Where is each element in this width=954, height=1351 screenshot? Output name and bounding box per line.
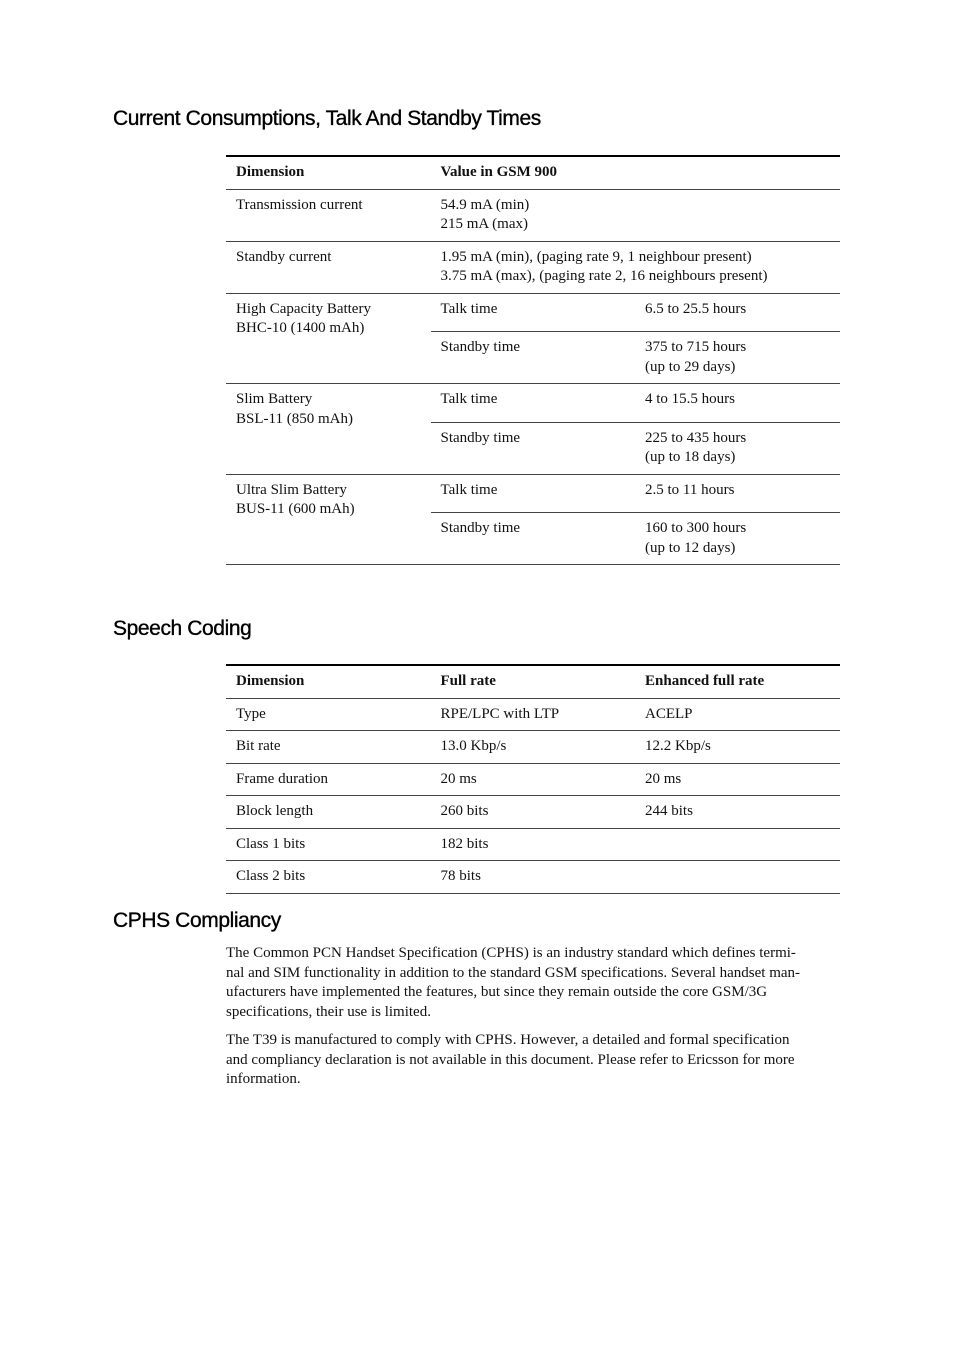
value-line: (up to 18 days) xyxy=(645,449,736,465)
header-full-rate: Full rate xyxy=(431,665,636,698)
talk-time-label: Talk time xyxy=(431,384,636,423)
value-line: 3.75 mA (max), (paging rate 2, 16 neighbours present) xyxy=(440,268,768,284)
value-line: 54.9 mA (min) xyxy=(440,196,530,213)
battery-name xyxy=(226,384,431,475)
battery-name-line: BSL-11 (850 mAh) xyxy=(236,410,353,427)
table-row xyxy=(226,796,840,829)
cell-enhanced-full-rate xyxy=(635,861,840,894)
value-line: 1.95 mA (min), (paging rate 9, 1 neighbour present) xyxy=(440,248,752,265)
cell-dimension: Bit rate xyxy=(226,731,431,764)
value-line: (up to 12 days) xyxy=(645,539,736,556)
cell-dimension: Frame duration xyxy=(226,763,431,796)
value-line: 225 to 435 hours xyxy=(645,429,747,446)
table-row xyxy=(226,731,840,764)
text-line: and compliancy declaration is not available in this document. Please refer to Ericsson for more xyxy=(226,1051,795,1068)
standby-time-label: Standby time xyxy=(431,332,636,384)
table-header-row xyxy=(226,665,840,698)
standby-time-label: Standby time xyxy=(431,422,636,474)
cell-dimension: Type xyxy=(226,698,431,731)
header-enhanced-full-rate: Enhanced full rate xyxy=(635,665,840,698)
header-dimension: Dimension xyxy=(226,156,431,189)
cell-dimension: Class 1 bits xyxy=(226,828,431,861)
row-label: Standby current xyxy=(226,241,431,293)
cell-full-rate: 78 bits xyxy=(431,861,636,894)
table-row xyxy=(226,828,840,861)
text-line: specifications, their use is limited. xyxy=(226,1003,431,1020)
row-value xyxy=(431,241,841,293)
value-line: 215 mA (max) xyxy=(440,216,528,232)
text-line: The T39 is manufactured to comply with CPHS. However, a detailed and formal specification xyxy=(226,1032,790,1048)
battery-name-line: Slim Battery xyxy=(236,391,313,407)
battery-name xyxy=(226,474,431,565)
cell-enhanced-full-rate: 244 bits xyxy=(635,796,840,829)
cell-full-rate: 13.0 Kbp/s xyxy=(431,731,636,764)
cell-enhanced-full-rate: 12.2 Kbp/s xyxy=(635,731,840,764)
talk-time-value: 2.5 to 11 hours xyxy=(635,474,840,513)
table-row xyxy=(226,861,840,894)
standby-time-label: Standby time xyxy=(431,513,636,565)
text-line: The Common PCN Handset Specification (CPHS) is an industry standard which defines termi- xyxy=(226,945,796,961)
table-row xyxy=(226,189,840,241)
cell-enhanced-full-rate xyxy=(635,828,840,861)
cell-full-rate: 20 ms xyxy=(431,763,636,796)
table-row xyxy=(226,384,840,423)
table-row xyxy=(226,763,840,796)
cell-enhanced-full-rate: ACELP xyxy=(635,698,840,731)
header-dimension: Dimension xyxy=(226,665,431,698)
battery-name xyxy=(226,293,431,384)
speech-coding-table xyxy=(226,664,840,894)
battery-name-line: BHC-10 (1400 mAh) xyxy=(236,320,365,336)
cphs-paragraph-2 xyxy=(226,1031,840,1090)
table-header-row xyxy=(226,156,840,189)
section-heading-speech: Speech Coding xyxy=(113,617,252,640)
standby-time-value xyxy=(635,332,840,384)
value-line: 160 to 300 hours xyxy=(645,520,747,536)
cell-full-rate: 182 bits xyxy=(431,828,636,861)
text-line: information. xyxy=(226,1071,301,1087)
table-row xyxy=(226,474,840,513)
battery-name-line: High Capacity Battery xyxy=(236,300,371,317)
standby-time-value xyxy=(635,513,840,565)
table-row xyxy=(226,241,840,293)
battery-name-line: Ultra Slim Battery xyxy=(236,481,347,498)
value-line: (up to 29 days) xyxy=(645,358,736,375)
cphs-paragraph-1 xyxy=(226,944,840,1022)
row-label: Transmission current xyxy=(226,189,431,241)
talk-time-value: 4 to 15.5 hours xyxy=(635,384,840,423)
cell-full-rate: RPE/LPC with LTP xyxy=(431,698,636,731)
section-heading-current: Current Consumptions, Talk And Standby Times xyxy=(113,107,541,130)
text-line: ufacturers have implemented the features, but since they remain outside the core GSM/3G xyxy=(226,984,768,1000)
battery-name-line: BUS-11 (600 mAh) xyxy=(236,501,355,517)
cell-enhanced-full-rate: 20 ms xyxy=(635,763,840,796)
talk-time-value: 6.5 to 25.5 hours xyxy=(635,293,840,332)
cell-full-rate: 260 bits xyxy=(431,796,636,829)
cell-dimension: Block length xyxy=(226,796,431,829)
value-line: 375 to 715 hours xyxy=(645,339,747,355)
current-consumption-table xyxy=(226,155,840,565)
table-row xyxy=(226,698,840,731)
header-value-gsm900: Value in GSM 900 xyxy=(431,156,841,189)
talk-time-label: Talk time xyxy=(431,293,636,332)
section-heading-cphs: CPHS Compliancy xyxy=(113,909,281,932)
row-value xyxy=(431,189,841,241)
table-row xyxy=(226,293,840,332)
talk-time-label: Talk time xyxy=(431,474,636,513)
cell-dimension: Class 2 bits xyxy=(226,861,431,894)
standby-time-value xyxy=(635,422,840,474)
text-line: nal and SIM functionality in addition to the standard GSM specifications. Several handset man- xyxy=(226,964,801,981)
